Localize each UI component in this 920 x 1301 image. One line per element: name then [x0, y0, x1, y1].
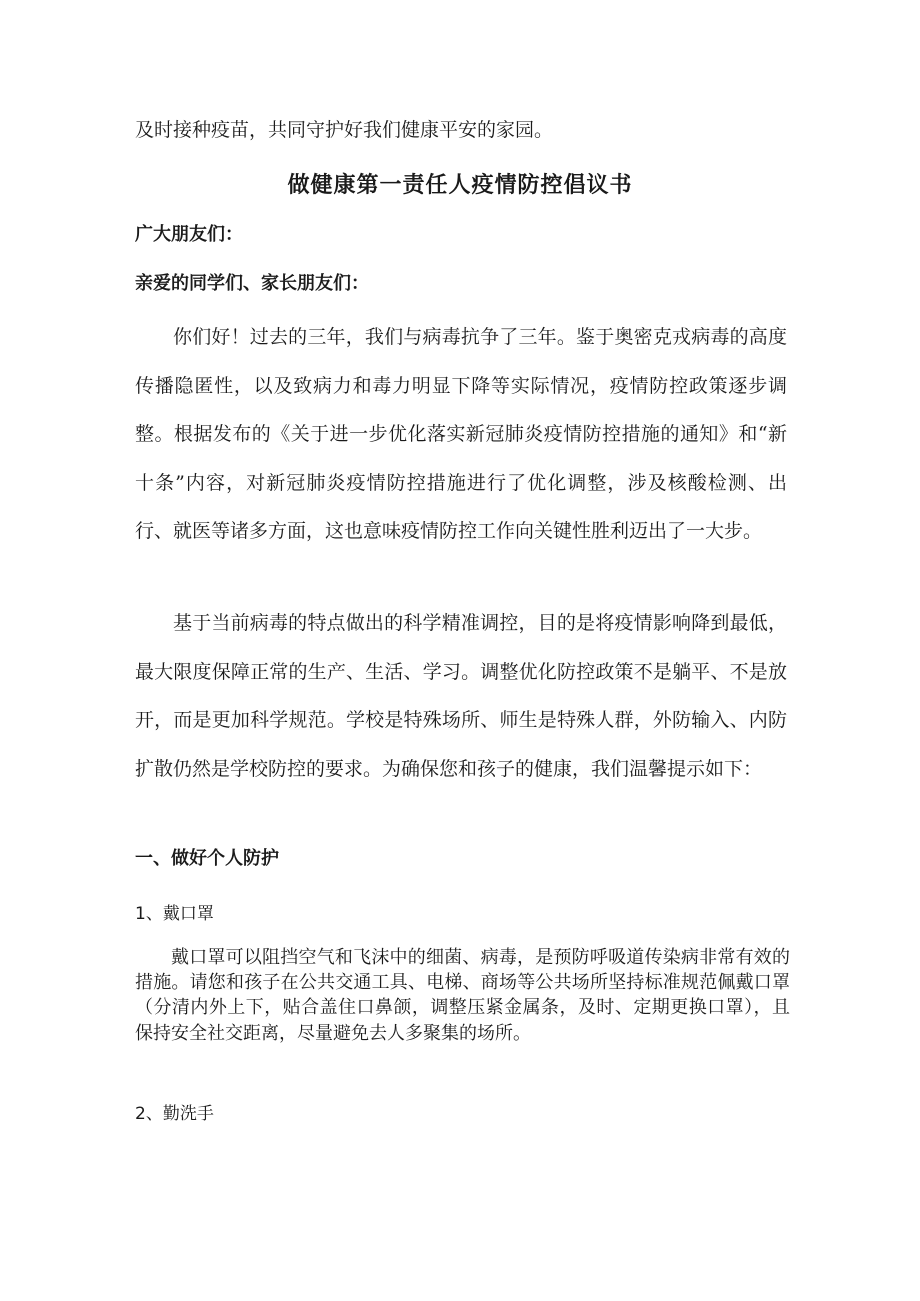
intro-tail-text: 及时接种疫苗，共同守护好我们健康平安的家园。 [135, 119, 554, 141]
item-heading-wear-mask: 1、戴口罩 [135, 904, 214, 924]
paragraph-policy: 基于当前病毒的特点做出的科学精准调控，目的是将疫情影响降到最低，最大限度保障正常的生产、生活、学习。调整优化防控政策不是躺平、不是放开，而是更加科学规范。学校是特殊场所、师生是特殊人群，外防输入、内防扩散仍然是学校防控的要求。为确保您和孩子的健康，我们温馨提示如下： [135, 612, 787, 780]
document-title: 做健康第一责任人疫情防控倡议书 [287, 172, 633, 198]
paragraph-greeting: 你们好！过去的三年，我们与病毒抗争了三年。鉴于奥密克戎病毒的高度传播隐匿性，以及致病力和毒力明显下降等实际情况，疫情防控政策逐步调整。根据发布的《关于进一步优化落实新冠肺炎疫情防控措施的通知》和“新十条”内容，对新冠肺炎疫情防控措施进行了优化调整，涉及核酸检测、出行、就医等诸多方面，这也意味疫情防控工作向关键性胜利迈出了一大步。 [135, 326, 787, 543]
salutation-students-parents: 亲爱的同学们、家长朋友们： [135, 273, 369, 294]
item-heading-wash-hands: 2、勤洗手 [135, 1104, 214, 1124]
item-body-wear-mask: 戴口罩可以阻挡空气和飞沫中的细菌、病毒，是预防呼吸道传染病非常有效的措施。请您和孩子在公共交通工具、电梯、商场等公共场所坚持标准规范佩戴口罩（分清内外上下，贴合盖住口鼻颌，调整压紧金属条，及时、定期更换口罩），且保持安全社交距离，尽量避免去人多聚集的场所。 [135, 947, 790, 1044]
salutation-general: 广大朋友们： [135, 224, 243, 245]
section-heading-personal-protection: 一、做好个人防护 [135, 848, 279, 869]
